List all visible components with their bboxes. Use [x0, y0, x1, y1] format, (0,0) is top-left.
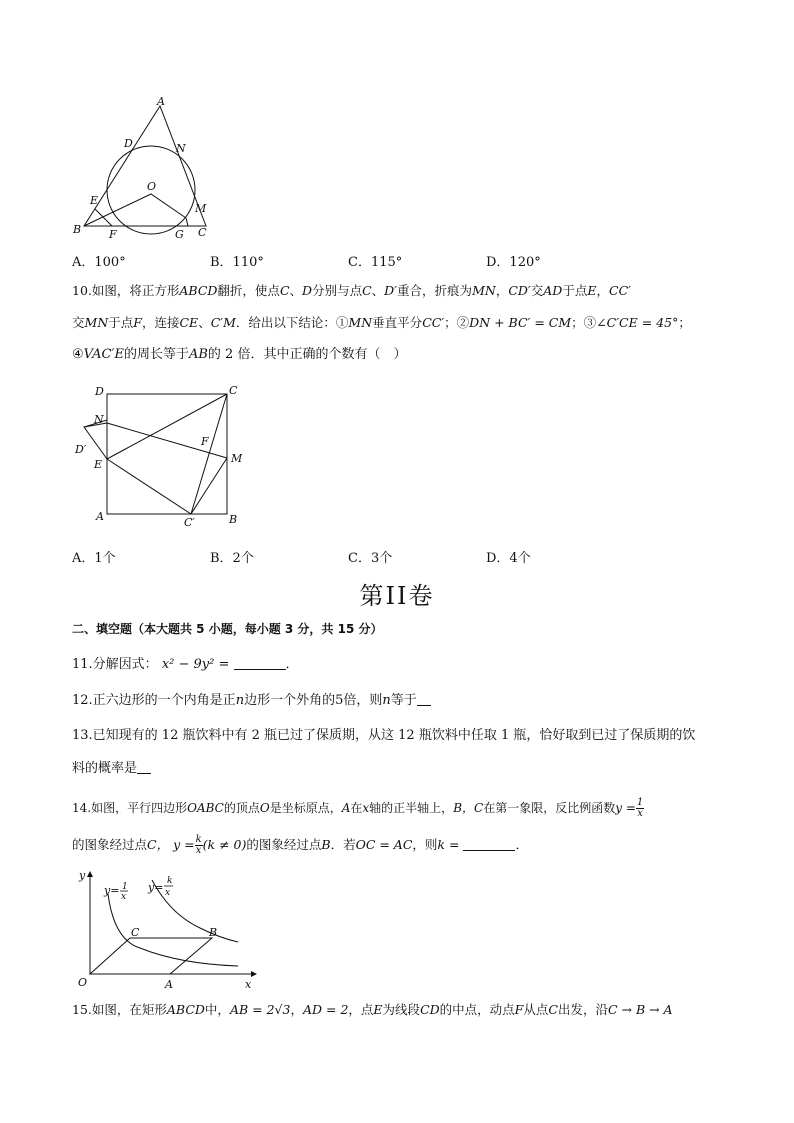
q13-answer-blank[interactable] [137, 761, 151, 774]
fig14-curve2-num: k [167, 876, 173, 886]
fig9-label-n: N [176, 142, 186, 155]
fig10-label-a: A [96, 510, 104, 523]
q10-option-d: D．4个 [486, 551, 531, 566]
q14-answer-blank[interactable] [463, 838, 515, 851]
fig14-label-c: C [131, 926, 140, 939]
fig14-label-o: O [78, 976, 88, 989]
q9-option-b: B．110° [210, 255, 264, 270]
figure-q10 [70, 378, 255, 530]
q10-line-2: 交MN于点F，连接CE、C′M．给出以下结论：①MN垂直平分CC′；②DN + BC′ = CM；③∠C′CE = 45°； [72, 315, 691, 330]
figure-q9 [68, 92, 218, 242]
fig10-label-m: M [231, 452, 243, 465]
q10-option-b: B．2个 [210, 551, 254, 566]
fig14-curve2-lhs: y= [148, 881, 164, 894]
fig14-label-a: A [165, 978, 173, 991]
fig14-label-b: B [209, 926, 218, 939]
q11-answer-blank[interactable] [234, 657, 286, 670]
q10-line-3: ④VAC′E的周长等于AB的 2 倍．其中正确的个数有（ ） [72, 347, 407, 362]
q12-answer-blank[interactable] [417, 693, 431, 706]
fig10-label-f: F [201, 435, 209, 448]
fig10-label-e: E [94, 458, 103, 471]
q13-line-2: 料的概率是 [72, 760, 151, 778]
q9-option-d: D．120° [486, 255, 541, 270]
q10-option-c: C．3个 [348, 551, 393, 566]
q14-line-1: 14.如图，平行四边形OABC的顶点O是坐标原点，A在x轴的正半轴上，B，C在第一象限，反比例函数y = $\frac{1}{x}$ [72, 797, 644, 819]
fig9-label-a: A [157, 95, 165, 108]
q9-option-c: C．115° [348, 255, 403, 270]
fig10-label-n: N [94, 413, 104, 426]
q14-line-2: 的图象经过点C， y = $\frac{k}{x}$ (k ≠ 0)的图象经过点B．若OC = AC，则k = ． [72, 834, 528, 856]
fig9-label-g: G [175, 228, 184, 241]
q15-line-1: 15.如图，在矩形ABCD中，AB = 2√3，AD = 2，点E为线段CD的中点，动点F从点C出发，沿C → B → A [72, 1002, 673, 1017]
part-title: 第II卷 [359, 582, 435, 610]
fig9-label-b: B [73, 223, 82, 236]
fig9-label-c: C [198, 226, 207, 239]
fig14-curve1-den: x [121, 892, 127, 902]
fig10-label-dprime: D′ [75, 443, 87, 456]
q9-option-a: A．100° [72, 255, 126, 270]
fig9-label-d: D [124, 137, 133, 150]
q11: 11.分解因式： x² − 9y² = ． [72, 657, 299, 672]
fig10-label-cprime: C′ [184, 516, 195, 529]
q13-line-1: 13.已知现有的 12 瓶饮料中有 2 瓶已过了保质期，从这 12 瓶饮料中任取 1 瓶，恰好取到已过了保质期的饮 [72, 728, 696, 743]
fig10-label-d: D [95, 385, 104, 398]
fig14-label-x: x [245, 978, 252, 991]
fig10-label-c: C [229, 384, 238, 397]
fig14-curve1-lhs: y= [104, 884, 120, 897]
fig9-label-e: E [90, 194, 99, 207]
fig9-label-f: F [109, 228, 117, 241]
fig14-label-y: y [79, 869, 86, 882]
fig14-curve2-den: x [165, 888, 171, 898]
fig10-label-b: B [229, 513, 238, 526]
fig14-curve1-num: 1 [122, 882, 128, 892]
figure-q14 [70, 866, 270, 994]
q10-option-a: A．1个 [72, 551, 116, 566]
fig9-label-o: O [147, 180, 157, 193]
fig9-label-m: M [195, 202, 207, 215]
section-2-heading: 二、填空题（本大题共 5 小题，每小题 3 分，共 15 分） [72, 622, 383, 636]
q10-line-1: 10.如图，将正方形ABCD翻折，使点C、D分别与点C、D′重合，折痕为MN，CD′交AD于点E，CC′ [72, 283, 631, 298]
q12: 12.正六边形的一个内角是正n边形一个外角的5倍，则n等于 [72, 692, 431, 710]
